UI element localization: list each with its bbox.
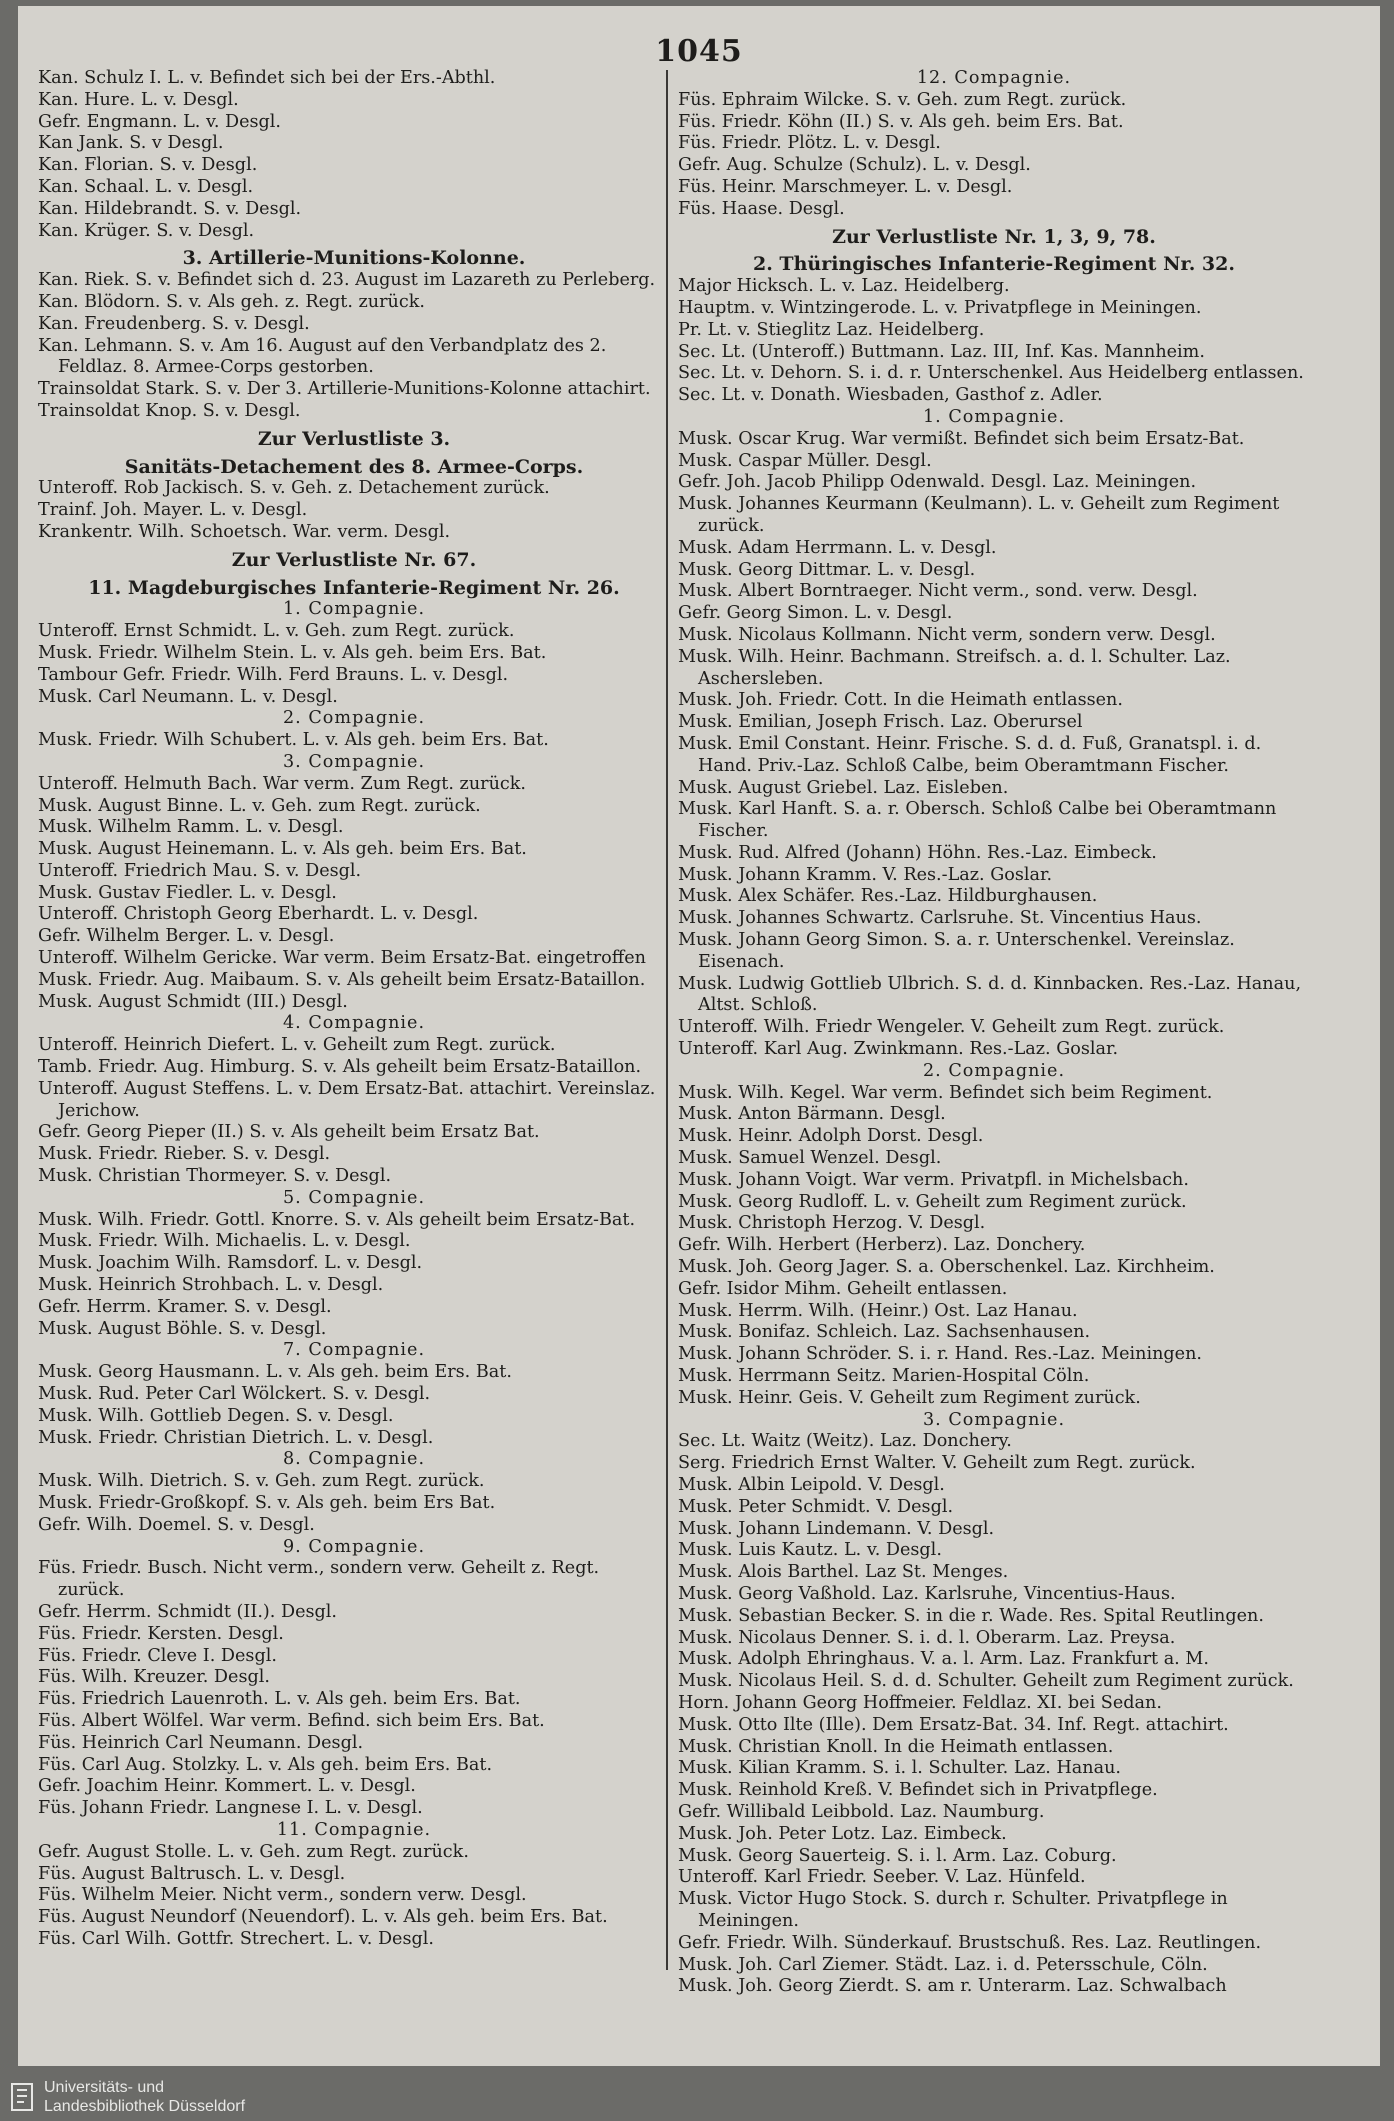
casualty-entry: Musk. Kilian Kramm. S. i. l. Schulter. Laz. Hanau. [678,1758,1122,1779]
casualty-entry: Musk. August Heinemann. L. v. Als geh. beim Ers. Bat. [38,839,527,860]
casualty-entry: Musk. Albin Leipold. V. Desgl. [678,1475,945,1495]
casualty-entry: Füs. Haase. Desgl. [678,198,845,219]
casualty-entry: Musk. Joh. Georg Zierdt. S. am r. Unterarm. Laz. Schwalbach [678,1976,1227,1997]
company-heading: 2. Compagnie. [922,1060,1066,1081]
casualty-entry: Musk. Gustav Fiedler. L. v. Desgl. [38,882,337,903]
casualty-entry: Musk. Heinr. Adolph Dorst. Desgl. [678,1126,984,1147]
casualty-entry: Füs. August Neundorf (Neuendorf). L. v. Als geh. beim Ers. Bat. [38,1907,608,1928]
casualty-entry: Musk. Sebastian Becker. S. in die r. Wade. Res. Spital Reutlingen. [678,1605,1264,1626]
casualty-entry: Füs. Ephraim Wilcke. S. v. Geh. zum Regt. zurück. [678,89,1127,110]
casualty-entry: Musk. Luis Kautz. L. v. Desgl. [678,1540,942,1561]
casualty-entry: Musk. Otto Ilte (Ille). Dem Ersatz-Bat. 34. Inf. Regt. attachirt. [678,1714,1229,1735]
right-column [678,68,1310,1998]
casualty-entry: Musk. Wilh. Dietrich. S. v. Geh. zum Regt. zurück. [38,1471,485,1492]
page-number: 1045 [655,34,743,69]
left-column [38,68,670,1951]
company-heading: 1. Compagnie. [922,406,1066,427]
casualty-entry: Musk. August Schmidt (III.) Desgl. [38,991,348,1012]
casualty-entry: Musk. Friedr. Wilh. Michaelis. L. v. Desgl. [38,1231,411,1252]
casualty-entry: Musk. August Griebel. Laz. Eisleben. [678,777,1009,798]
casualty-entry: Musk. Johann Schröder. S. i. r. Hand. Res.-Laz. Meiningen. [678,1344,1203,1365]
casualty-entry: Musk. Emil Constant. Heinr. Frische. S. d. d. Fuß, Granatspl. i. d. Hand. Priv.-Laz. Schloß Calbe, beim Oberamtmann Fischer. [678,733,1262,776]
column-divider [666,70,668,1970]
casualty-entry: Kan. Riek. S. v. Befindet sich d. 23. August im Lazareth zu Perleberg. [38,270,656,291]
casualty-entry: Sec. Lt. (Unteroff.) Buttmann. Laz. III, Inf. Kas. Mannheim. [678,341,1205,362]
company-heading: 8. Compagnie. [282,1449,426,1470]
casualty-entry: Kan Jank. S. v Desgl. [38,133,224,154]
casualty-entry: Musk. Joh. Peter Lotz. Laz. Eimbeck. [678,1823,1007,1844]
casualty-entry: Hauptm. v. Wintzingerode. L. v. Privatpflege in Meiningen. [678,297,1202,318]
casualty-entry: Kan. Blödorn. S. v. Als geh. z. Regt. zurück. [38,291,425,312]
casualty-entry: Musk. Rud. Peter Carl Wölckert. S. v. Desgl. [38,1384,431,1405]
casualty-entry: Gefr. Wilhelm Berger. L. v. Desgl. [38,926,335,947]
casualty-entry: Kan. Freudenberg. S. v. Desgl. [38,313,310,334]
casualty-entry: Musk. Georg Rudloff. L. v. Geheilt zum Regiment zurück. [678,1191,1187,1212]
casualty-entry: Füs. Friedr. Busch. Nicht verm., sondern verw. Geheilt z. Regt. zurück. [38,1558,600,1601]
footer-text [44,2078,245,2116]
casualty-entry: Musk. Alois Barthel. Laz St. Menges. [678,1562,1009,1583]
casualty-entry: Unteroff. Christoph Georg Eberhardt. L. v. Desgl. [38,904,479,925]
company-heading: 5. Compagnie. [282,1187,426,1208]
casualty-entry: Füs. August Baltrusch. L. v. Desgl. [38,1863,346,1884]
casualty-entry: Füs. Heinrich Carl Neumann. Desgl. [38,1732,364,1753]
casualty-entry: Musk. Anton Bärmann. Desgl. [678,1104,946,1125]
casualty-entry: Musk. Rud. Alfred (Johann) Höhn. Res.-Laz. Eimbeck. [678,842,1157,863]
casualty-entry: Musk. Herrm. Wilh. (Heinr.) Ost. Laz Hanau. [678,1300,1078,1321]
casualty-entry: Musk. Wilhelm Ramm. L. v. Desgl. [38,817,344,838]
company-heading: 2. Compagnie. [282,708,426,729]
casualty-entry: Major Hicksch. L. v. Laz. Heidelberg. [678,276,1010,297]
casualty-entry: Musk. Friedr. Aug. Maibaum. S. v. Als geheilt beim Ersatz-Bataillon. [38,969,646,990]
casualty-entry: Kan. Hildebrandt. S. v. Desgl. [38,198,302,219]
casualty-entry: Musk. Heinrich Strohbach. L. v. Desgl. [38,1275,384,1296]
casualty-entry: Musk. Christian Thormeyer. S. v. Desgl. [38,1166,392,1187]
casualty-entry: Musk. Heinr. Geis. V. Geheilt zum Regiment zurück. [678,1387,1141,1408]
casualty-entry: Musk. Wilh. Friedr. Gottl. Knorre. S. v. Als geheilt beim Ersatz-Bat. [38,1209,636,1230]
casualty-entry: Musk. Georg Vaßhold. Laz. Karlsruhe, Vincentius-Haus. [678,1583,1176,1604]
casualty-entry: Musk. Johann Kramm. V. Res.-Laz. Goslar. [678,864,1053,885]
section-heading: Sanitäts-Detachement des 8. Armee-Corps. [124,455,584,478]
casualty-entry: Musk. Georg Dittmar. L. v. Desgl. [678,559,976,580]
casualty-entry: Kan. Schulz I. L. v. Befindet sich bei der Ers.-Abthl. [38,68,496,88]
casualty-entry: Gefr. Herrm. Schmidt (II.). Desgl. [38,1601,337,1622]
casualty-entry: Musk. August Böhle. S. v. Desgl. [38,1318,327,1339]
company-heading: 11. Compagnie. [276,1819,432,1840]
casualty-entry: Musk. Friedr. Wilh Schubert. L. v. Als geh. beim Ers. Bat. [38,730,549,751]
casualty-entry: Musk. Oscar Krug. War vermißt. Befindet sich beim Ersatz-Bat. [678,428,1245,449]
casualty-entry: Musk. Georg Hausmann. L. v. Als geh. beim Ers. Bat. [38,1362,512,1383]
section-heading: 11. Magdeburgisches Infanterie-Regiment Nr. 26. [88,576,620,599]
casualty-entry: Füs. Carl Wilh. Gottfr. Strechert. L. v. Desgl. [38,1928,434,1949]
casualty-entry: Musk. Friedr. Wilhelm Stein. L. v. Als geh. beim Ers. Bat. [38,642,547,663]
casualty-entry: Sec. Lt. Waitz (Weitz). Laz. Donchery. [678,1431,1012,1452]
casualty-entry: Kan. Schaal. L. v. Desgl. [38,176,254,197]
casualty-entry: Unteroff. August Steffens. L. v. Dem Ersatz-Bat. attachirt. Vereinslaz. Jerichow. [38,1078,656,1121]
casualty-entry: Gefr. Wilh. Herbert (Herberz). Laz. Donchery. [678,1235,1086,1256]
casualty-entry: Musk. Joachim Wilh. Ramsdorf. L. v. Desgl. [38,1253,423,1274]
newspaper-page [18,6,1380,2066]
casualty-entry: Füs. Friedr. Kersten. Desgl. [38,1623,284,1644]
footer-bar [0,2072,1394,2121]
casualty-entry: Musk. Ludwig Gottlieb Ulbrich. S. d. d. Kinnbacken. Res.-Laz. Hanau, Altst. Schloß. [678,973,1302,1016]
casualty-entry: Trainf. Joh. Mayer. L. v. Desgl. [38,500,308,521]
company-heading: 3. Compagnie. [922,1409,1066,1430]
casualty-entry: Musk. Reinhold Kreß. V. Befindet sich in Privatpflege. [678,1780,1158,1801]
casualty-entry: Musk. Joh. Friedr. Cott. In die Heimath entlassen. [678,690,1123,711]
casualty-entry: Gefr. Herrm. Kramer. S. v. Desgl. [38,1296,332,1317]
company-heading: 12. Compagnie. [916,68,1072,88]
company-heading: 1. Compagnie. [282,599,426,620]
ulb-logo-icon [8,2080,38,2114]
casualty-entry: Musk. Friedr. Christian Dietrich. L. v. Desgl. [38,1427,434,1448]
casualty-entry: Musk. Nicolaus Heil. S. d. d. Schulter. Geheilt zum Regiment zurück. [678,1671,1294,1692]
casualty-entry: Kan. Hure. L. v. Desgl. [38,89,239,110]
casualty-entry: Füs. Albert Wölfel. War verm. Befind. sich beim Ers. Bat. [38,1710,545,1731]
section-heading: 2. Thüringisches Infanterie-Regiment Nr. 32. [752,253,1235,276]
casualty-entry: Musk. Joh. Carl Ziemer. Städt. Laz. i. d. Petersschule, Cöln. [678,1954,1208,1975]
company-heading: 9. Compagnie. [282,1536,426,1557]
casualty-entry: Musk. Nicolaus Denner. S. i. d. l. Oberarm. Laz. Preysa. [678,1627,1176,1648]
casualty-entry: Füs. Friedr. Köhn (II.) S. v. Als geh. beim Ers. Bat. [678,111,1124,132]
casualty-entry: Unteroff. Karl Friedr. Seeber. V. Laz. Hünfeld. [678,1867,1086,1888]
casualty-entry: Musk. Johannes Keurmann (Keulmann). L. v. Geheilt zum Regiment zurück. [678,494,1280,536]
casualty-entry: Gefr. Joh. Jacob Philipp Odenwald. Desgl. Laz. Meiningen. [678,472,1197,493]
casualty-entry: Unteroff. Rob Jackisch. S. v. Geh. z. Detachement zurück. [38,478,550,499]
casualty-entry: Kan. Florian. S. v. Desgl. [38,155,258,176]
casualty-entry: Musk. Friedr-Großkopf. S. v. Als geh. beim Ers Bat. [38,1493,496,1513]
casualty-entry: Füs. Friedr. Cleve I. Desgl. [38,1645,277,1666]
casualty-entry: Musk. Johann Georg Simon. S. a. r. Unterschenkel. Vereinslaz. Eisenach. [678,930,1235,972]
casualty-entry: Musk. Peter Schmidt. V. Desgl. [678,1496,954,1517]
casualty-entry: Musk. Wilh. Kegel. War verm. Befindet sich beim Regiment. [678,1082,1213,1103]
casualty-entry: Gefr. Friedr. Wilh. Sünderkauf. Brustschuß. Res. Laz. Reutlingen. [678,1932,1262,1953]
footer-line-1: Universitäts- und [44,2079,165,2096]
casualty-entry: Unteroff. Friedrich Mau. S. v. Desgl. [38,860,362,881]
casualty-entry: Musk. Karl Hanft. S. a. r. Obersch. Schloß Calbe bei Oberamtmann Fischer. [678,799,1277,842]
casualty-entry: Musk. Victor Hugo Stock. S. durch r. Schulter. Privatpflege in Meiningen. [678,1889,1228,1931]
casualty-entry: Sec. Lt. v. Donath. Wiesbaden, Gasthof z. Adler. [678,385,1103,406]
casualty-entry: Unteroff. Helmuth Bach. War verm. Zum Regt. zurück. [38,773,527,794]
company-heading: 4. Compagnie. [282,1013,426,1034]
casualty-entry: Musk. Johann Voigt. War verm. Privatpfl. in Michelsbach. [678,1169,1189,1190]
casualty-entry: Musk. Alex Schäfer. Res.-Laz. Hildburghausen. [678,886,1098,907]
casualty-entry: Füs. Wilh. Kreuzer. Desgl. [38,1667,270,1688]
casualty-entry: Musk. Christoph Herzog. V. Desgl. [678,1213,986,1234]
casualty-entry: Füs. Wilhelm Meier. Nicht verm., sondern verw. Desgl. [38,1885,527,1906]
casualty-entry: Unteroff. Wilhelm Gericke. War verm. Beim Ersatz-Bat. eingetroffen [38,948,646,969]
casualty-entry: Gefr. Wilh. Doemel. S. v. Desgl. [38,1514,315,1535]
casualty-entry: Musk. Johannes Schwartz. Carlsruhe. St. Vincentius Haus. [678,908,1202,929]
casualty-entry: Gefr. August Stolle. L. v. Geh. zum Regt. zurück. [38,1841,469,1862]
casualty-entry: Musk. Friedr. Rieber. S. v. Desgl. [38,1144,331,1165]
section-heading: Zur Verlustliste Nr. 67. [231,548,477,571]
casualty-entry: Füs. Carl Aug. Stolzky. L. v. Als geh. beim Ers. Bat. [38,1754,493,1775]
casualty-entry: Musk. Christian Knoll. In die Heimath entlassen. [678,1736,1114,1757]
casualty-entry: Krankentr. Wilh. Schoetsch. War. verm. Desgl. [38,521,451,542]
casualty-entry: Unteroff. Karl Aug. Zwinkmann. Res.-Laz. Goslar. [678,1039,1119,1060]
casualty-entry: Musk. Wilh. Heinr. Bachmann. Streifsch. a. d. l. Schulter. Laz. Aschersleben. [678,646,1231,689]
casualty-entry: Füs. Friedrich Lauenroth. L. v. Als geh. beim Ers. Bat. [38,1689,521,1710]
casualty-entry: Serg. Friedrich Ernst Walter. V. Geheilt zum Regt. zurück. [678,1453,1196,1474]
casualty-entry: Musk. Samuel Wenzel. Desgl. [678,1148,942,1169]
casualty-entry: Füs. Friedr. Plötz. L. v. Desgl. [678,133,941,154]
company-heading: 3. Compagnie. [282,751,426,772]
casualty-entry: Musk. Wilh. Gottlieb Degen. S. v. Desgl. [38,1405,394,1426]
casualty-entry: Musk. Joh. Georg Jager. S. a. Oberschenkel. Laz. Kirchheim. [678,1257,1215,1278]
section-heading: Zur Verlustliste Nr. 1, 3, 9, 78. [832,225,1156,248]
casualty-entry: Musk. Carl Neumann. L. v. Desgl. [38,686,338,707]
casualty-entry: Füs. Heinr. Marschmeyer. L. v. Desgl. [678,176,1013,197]
casualty-entry: Pr. Lt. v. Stieglitz Laz. Heidelberg. [678,319,985,340]
casualty-entry: Trainsoldat Knop. S. v. Desgl. [38,400,301,421]
casualty-entry: Gefr. Willibald Leibbold. Laz. Naumburg. [678,1801,1045,1822]
casualty-entry: Musk. Albert Borntraeger. Nicht verm., sond. verw. Desgl. [678,581,1198,602]
casualty-entry: Gefr. Aug. Schulze (Schulz). L. v. Desgl. [678,155,1031,176]
casualty-entry: Unteroff. Wilh. Friedr Wengeler. V. Geheilt zum Regt. zurück. [678,1017,1225,1038]
casualty-entry: Gefr. Georg Simon. L. v. Desgl. [678,603,953,624]
casualty-entry: Sec. Lt. v. Dehorn. S. i. d. r. Unterschenkel. Aus Heidelberg entlassen. [678,363,1304,384]
casualty-entry: Musk. Herrmann Seitz. Marien-Hospital Cöln. [678,1366,1090,1387]
casualty-entry: Trainsoldat Stark. S. v. Der 3. Artillerie-Munitions-Kolonne attachirt. [38,379,651,400]
casualty-entry: Unteroff. Ernst Schmidt. L. v. Geh. zum Regt. zurück. [38,621,515,642]
section-heading: 3. Artillerie-Munitions-Kolonne. [182,247,526,270]
casualty-entry: Gefr. Georg Pieper (II.) S. v. Als geheilt beim Ersatz Bat. [38,1122,540,1143]
casualty-entry: Musk. Johann Lindemann. V. Desgl. [678,1518,995,1539]
casualty-entry: Horn. Johann Georg Hoffmeier. Feldlaz. XI. bei Sedan. [678,1692,1162,1713]
casualty-entry: Gefr. Joachim Heinr. Kommert. L. v. Desgl. [38,1776,416,1797]
casualty-entry: Musk. Adam Herrmann. L. v. Desgl. [678,537,997,558]
casualty-entry: Musk. Caspar Müller. Desgl. [678,450,932,471]
casualty-entry: Tamb. Friedr. Aug. Himburg. S. v. Als geheilt beim Ersatz-Bataillon. [38,1057,642,1078]
casualty-entry: Unteroff. Heinrich Diefert. L. v. Geheilt zum Regt. zurück. [38,1035,556,1056]
casualty-entry: Musk. Georg Sauerteig. S. i. l. Arm. Laz. Coburg. [678,1845,1117,1866]
footer-line-2: Landesbibliothek Düsseldorf [44,2098,246,2115]
casualty-entry: Musk. Emilian, Joseph Frisch. Laz. Oberursel [678,712,1083,733]
company-heading: 7. Compagnie. [282,1340,426,1361]
section-heading: Zur Verlustliste 3. [257,427,451,450]
casualty-entry: Kan. Krüger. S. v. Desgl. [38,220,255,241]
casualty-entry: Gefr. Engmann. L. v. Desgl. [38,111,282,132]
casualty-entry: Musk. Nicolaus Kollmann. Nicht verm, sondern verw. Desgl. [678,624,1216,645]
casualty-entry: Tambour Gefr. Friedr. Wilh. Ferd Brauns. L. v. Desgl. [38,664,509,685]
casualty-entry: Kan. Lehmann. S. v. Am 16. August auf den Verbandplatz des 2. Feldlaz. 8. Armee-Corps gestorben. [38,335,607,378]
casualty-entry: Musk. Adolph Ehringhaus. V. a. l. Arm. Laz. Frankfurt a. M. [678,1649,1209,1670]
casualty-entry: Füs. Johann Friedr. Langnese I. L. v. Desgl. [38,1798,423,1819]
casualty-entry: Musk. Bonifaz. Schleich. Laz. Sachsenhausen. [678,1322,1091,1343]
casualty-entry: Gefr. Isidor Mihm. Geheilt entlassen. [678,1278,1008,1299]
casualty-entry: Musk. August Binne. L. v. Geh. zum Regt. zurück. [38,795,481,816]
